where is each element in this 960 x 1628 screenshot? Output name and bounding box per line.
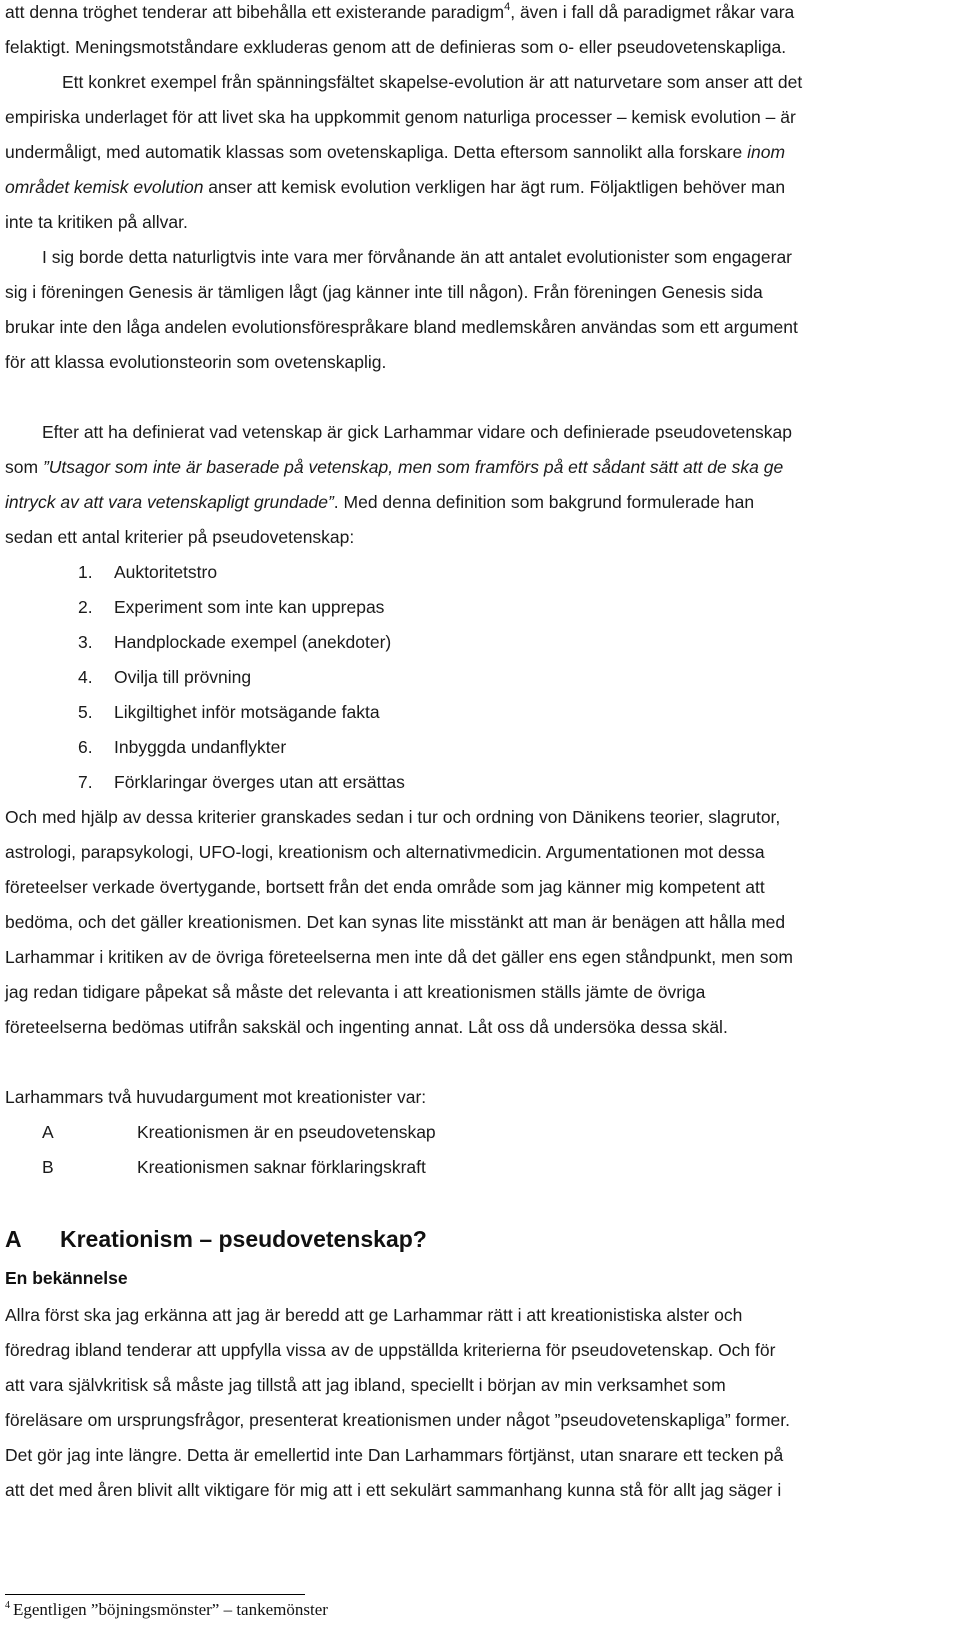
body-line: Det gör jag inte längre. Detta är emellertid inte Dan Larhammars förtjänst, utan snarare ett tecken på [5,1445,784,1465]
body-line [5,175,785,199]
list-text: Experiment som inte kan upprepas [114,597,385,617]
list-number: 4. [78,667,93,687]
argument-item [42,1120,436,1144]
body-line: företeelser verkade övertygande, bortsett från det enda område som jag känner mig kompetent att [5,877,765,897]
italic-span: området kemisk evolution [5,177,204,197]
body-line: föreläsare om ursprungsfrågor, presenterat kreationismen under något ”pseudovetenskapliga” former. [5,1410,791,1430]
list-item [78,560,217,584]
body-line [5,490,754,514]
body-line: att vara självkritisk så måste jag tillstå att jag ibland, speciellt i början av min verksamhet som [5,1375,726,1395]
body-line: I sig borde detta naturligtvis inte vara mer förvånande än att antalet evolutionister som engagerar [42,247,793,267]
footnote-number: 4 [5,1600,10,1611]
list-text: Auktoritetstro [114,562,218,582]
section-letter: A [5,1226,22,1252]
body-line: astrologi, parapsykologi, UFO-logi, kreationism och alternativmedicin. Argumentationen mot dessa [5,842,765,862]
body-line: inte ta kritiken på allvar. [5,212,188,232]
body-line: sig i föreningen Genesis är tämligen lågt (jag känner inte till någon). Från föreningen Genesis sida [5,282,763,302]
list-text: Förklaringar överges utan att ersättas [114,772,405,792]
argument-text: Kreationismen saknar förklaringskraft [137,1157,426,1177]
body-line: brukar inte den låga andelen evolutionsförespråkare bland medlemskåren användas som ett argument [5,317,798,337]
body-line: företeelserna bedömas utifrån sakskäl och ingenting annat. Låt oss då undersöka dessa skäl. [5,1017,728,1037]
section-heading [5,1226,427,1253]
list-item [78,735,286,759]
body-line: jag redan tidigare påpekat så måste det relevanta i att kreationismen ställs jämte de övriga [5,982,706,1002]
list-item [78,595,384,619]
italic-span: intryck av att vara vetenskapligt grundade” [5,492,334,512]
text-span: undermåligt, med automatik klassas som ovetenskapliga. Detta eftersom sannolikt alla forskare [5,142,743,162]
body-line: att det med åren blivit allt viktigare för mig att i ett sekulärt sammanhang kunna stå för allt jag säger i [5,1480,782,1500]
body-line [5,455,783,479]
argument-item [42,1155,426,1179]
list-item [78,630,391,654]
list-item [78,770,405,794]
body-line: för att klassa evolutionsteorin som ovetenskaplig. [5,352,387,372]
argument-text: Kreationismen är en pseudovetenskap [137,1122,436,1142]
text-span: anser att kemisk evolution verkligen har ägt rum. Följaktligen behöver man [208,177,786,197]
body-line: felaktigt. Meningsmotståndare exkluderas genom att de definieras som o- eller pseudovetenskapliga. [5,37,787,57]
footnote [5,1600,328,1620]
body-line: Och med hjälp av dessa kriterier granskades sedan i tur och ordning von Dänikens teorier, slagrutor, [5,807,781,827]
list-text: Inbyggda undanflykter [114,737,287,757]
argument-letter: B [42,1157,54,1177]
footnote-ref[interactable]: 4 [504,1,511,13]
italic-span: inom [747,142,786,162]
section-title: Kreationism – pseudovetenskap? [60,1226,427,1252]
subheading: En bekännelse [5,1268,128,1288]
body-line: bedöma, och det gäller kreationismen. Det kan synas lite misstänkt att man är benägen att hålla med [5,912,786,932]
list-number: 5. [78,702,93,722]
text-span: att denna tröghet tenderar att bibehålla ett existerande paradigm [5,2,505,22]
list-text: Handplockade exempel (anekdoter) [114,632,392,652]
list-number: 1. [78,562,93,582]
body-line: Ett konkret exempel från spänningsfältet skapelse-evolution är att naturvetare som anser att det [62,72,803,92]
text-span: som [5,457,39,477]
list-item [78,700,380,724]
list-number: 6. [78,737,93,757]
body-line: sedan ett antal kriterier på pseudovetenskap: [5,527,355,547]
list-number: 3. [78,632,93,652]
list-item [78,665,251,689]
body-line: Efter att ha definierat vad vetenskap är gick Larhammar vidare och definierade pseudovetenskap [42,422,793,442]
italic-span: ”Utsagor som inte är baserade på vetenskap, men som framförs på ett sådant sätt att de ska ge [42,457,784,477]
argument-letter: A [42,1122,54,1142]
footnote-divider [5,1594,305,1595]
body-line: empiriska underlaget för att livet ska ha uppkommit genom naturliga processer – kemisk evolution – är [5,107,796,127]
body-line: Larhammars två huvudargument mot kreationister var: [5,1087,427,1107]
list-number: 7. [78,772,93,792]
footnote-text: Egentligen ”böjningsmönster” – tankemönster [13,1600,328,1619]
body-line [5,140,785,164]
body-line: Allra först ska jag erkänna att jag är beredd att ge Larhammar rätt i att kreationistiska alster och [5,1305,743,1325]
text-span: . Med denna definition som bakgrund formulerade han [333,492,755,512]
list-text: Ovilja till prövning [114,667,252,687]
body-line [5,0,794,27]
body-line: föredrag ibland tenderar att uppfylla vissa av de uppställda kriterierna för pseudovetenskap. Och för [5,1340,776,1360]
list-text: Likgiltighet inför motsägande fakta [114,702,380,722]
list-number: 2. [78,597,93,617]
text-span: , även i fall då paradigmet råkar vara [510,2,795,22]
body-line: Larhammar i kritiken av de övriga företeelserna men inte då det gäller ens egen ståndpunkt, men som [5,947,793,967]
